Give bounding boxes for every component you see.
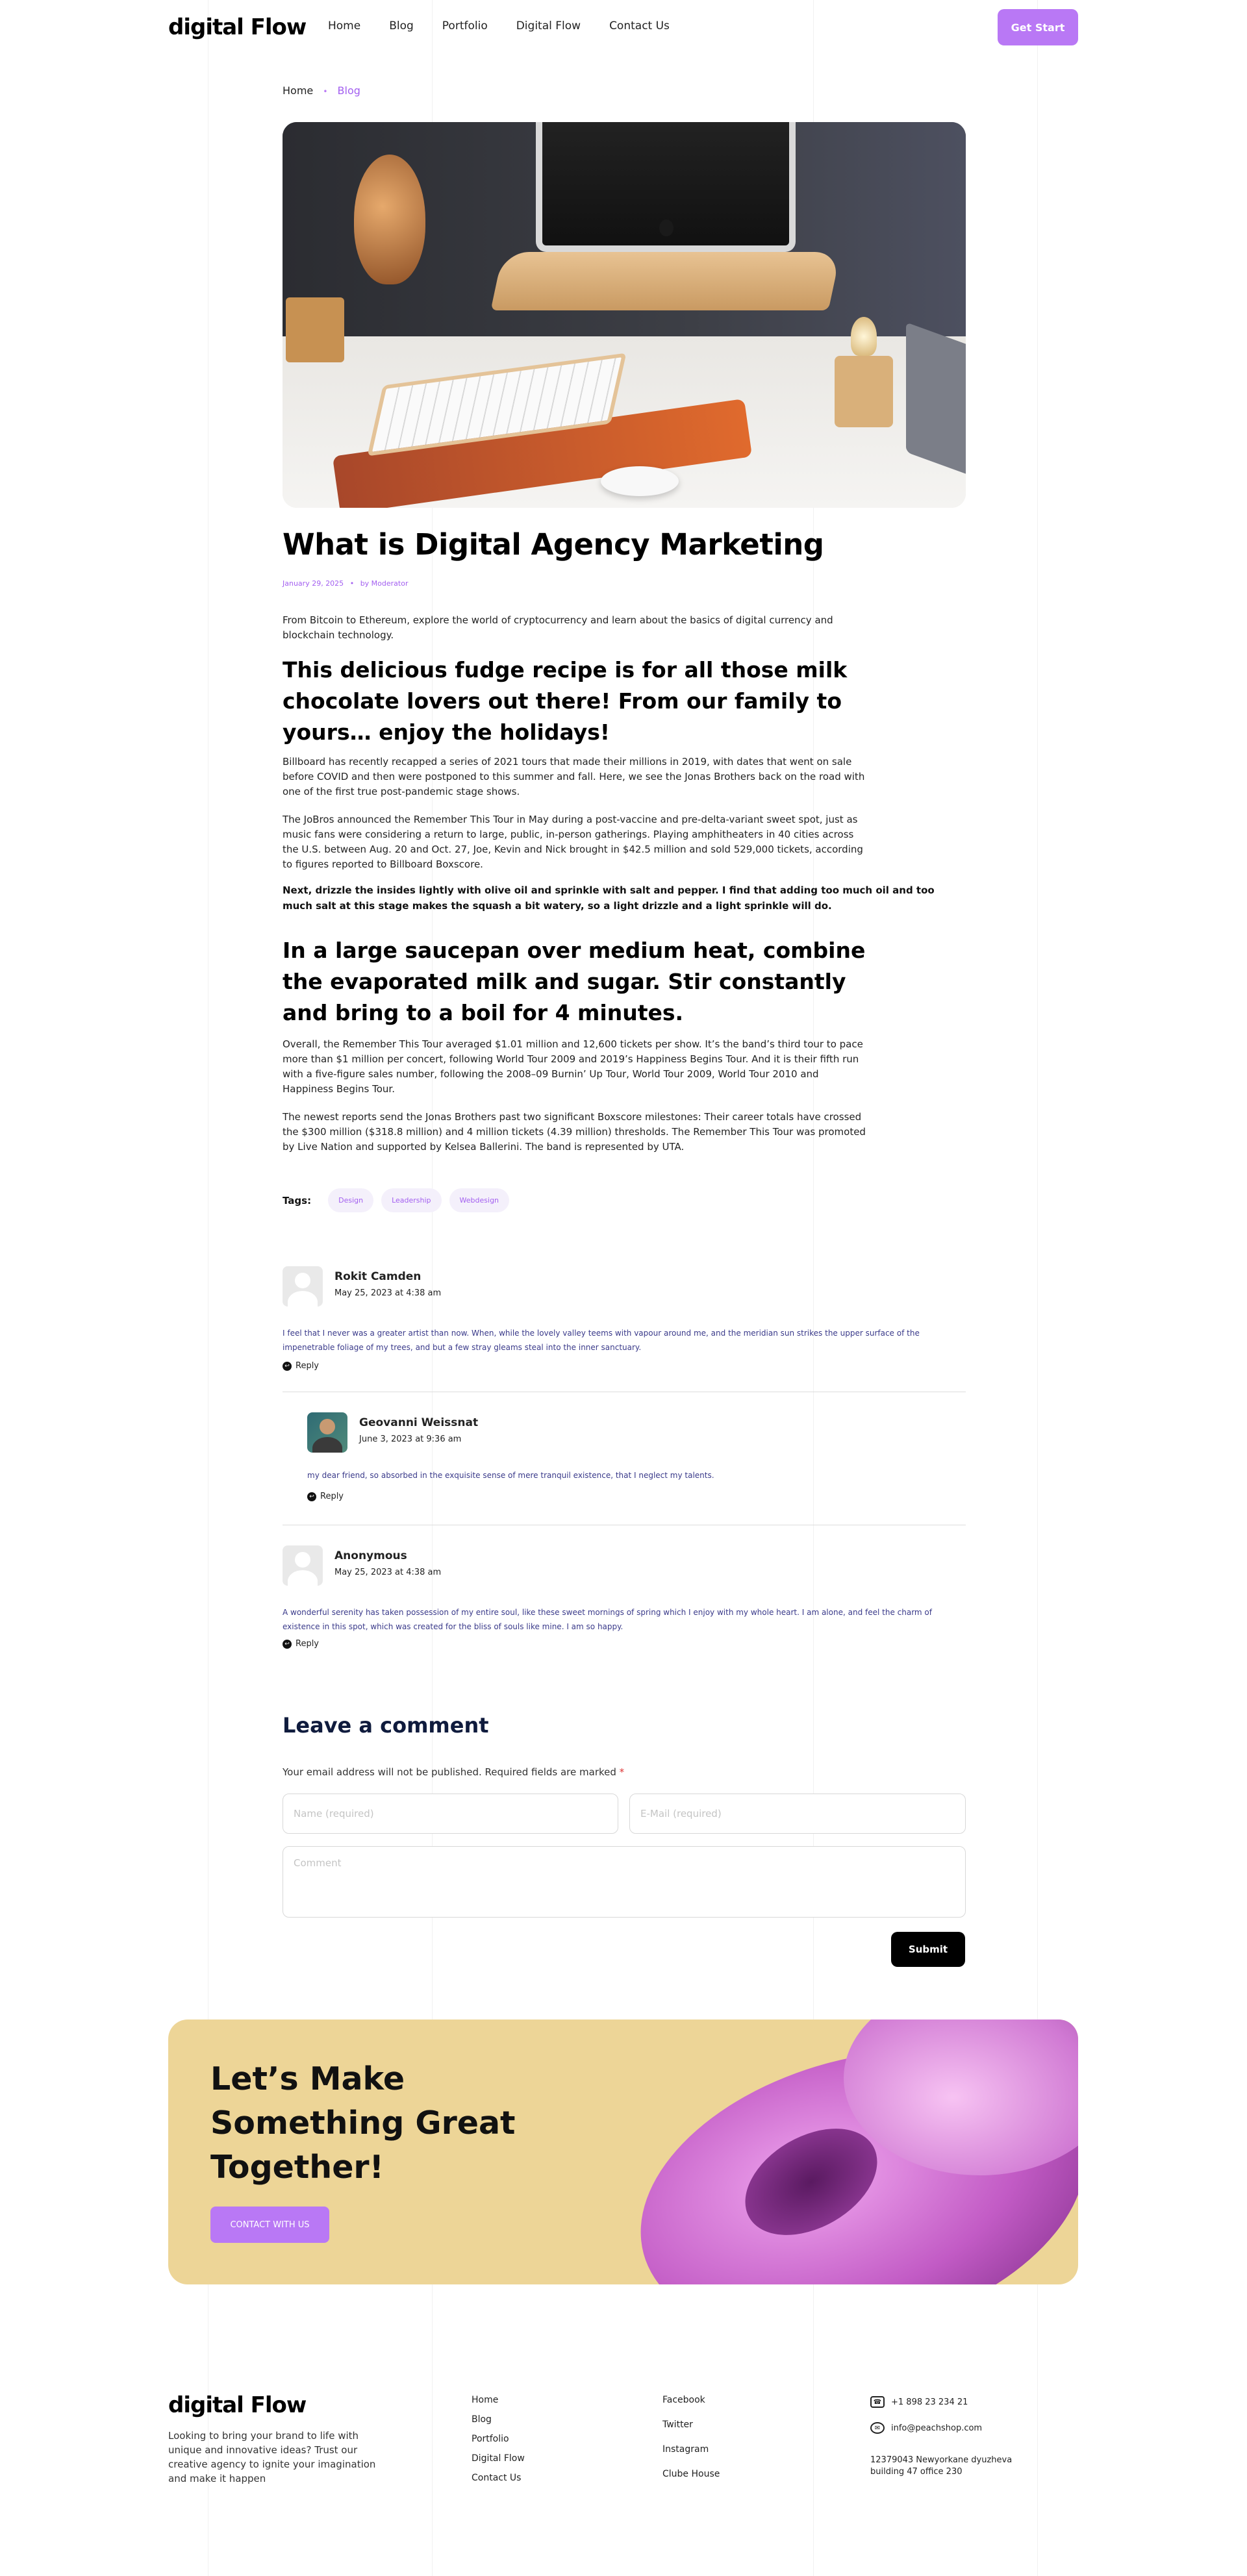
address-text: 12379043 Newyorkane dyuzheva building 47 office 230: [870, 2455, 1013, 2477]
main-nav: [328, 19, 698, 32]
post-paragraph-4: The newest reports send the Jonas Brothers past two significant Boxscore milestones: Their career totals have crossed the $300 million ($318.8 million) and 4 million tickets (4.39 million) thresholds. The Remember This Tour was promoted by Live Nation and supported by Kelsea Ballerini. The band is represented by UTA.: [283, 1111, 866, 1153]
footer-link-digital-flow[interactable]: Digital Flow: [472, 2453, 525, 2464]
reply-icon: ↩: [283, 1640, 292, 1649]
comment-date: June 3, 2023 at 9:36 am: [359, 1434, 462, 1444]
footer-link-home[interactable]: Home: [472, 2395, 499, 2405]
comment-date: May 25, 2023 at 4:38 am: [334, 1568, 442, 1577]
reply-label: Reply: [296, 1361, 320, 1371]
nav-digital-flow[interactable]: Digital Flow: [516, 19, 581, 32]
tag-design[interactable]: Design: [328, 1188, 373, 1212]
post-paragraph-1: Billboard has recently recapped a series of 2021 tours that made their millions in 2019, with dates that went on sale before COVID and then were postponed to this summer and fall. Here, we see the Jonas Brothers back on the road with one of the first true post-pandemic stage shows.: [283, 756, 865, 797]
tags-label: Tags:: [283, 1194, 312, 1207]
breadcrumb-home[interactable]: Home: [283, 84, 314, 97]
apple-logo-icon: [659, 219, 674, 236]
contact-with-us-button[interactable]: CONTACT WITH US: [210, 2207, 329, 2243]
hero-lamp: [835, 356, 893, 427]
leave-comment-title: Leave a comment: [283, 1713, 489, 1738]
post-paragraph-3: Overall, the Remember This Tour averaged $1.01 million and 12,600 tickets per show. It’s the band’s third tour to pace more than $1 million per concert, following World Tour 2009 and 2019’s Happiness Begins Tour. And it is their fifth run with a five-figure sales number, following the 2008–09 Burnin’ Up Tour, World Tour 2009, World Tour 2010 and Happiness Begins Tour.: [283, 1038, 863, 1095]
nav-contact-us[interactable]: Contact Us: [609, 19, 670, 32]
hero-stand: [490, 252, 840, 310]
breadcrumb: [283, 84, 360, 97]
comment-body: A wonderful serenity has taken possession of my entire soul, like these sweet mornings of spring which I enjoy with my whole heart. I am alone, and feel the charm of existence in this spot, which was created for the bliss of souls like mine. I am so happy.: [283, 1608, 932, 1631]
hero-bulb: [851, 317, 877, 356]
breadcrumb-separator: •: [323, 87, 328, 96]
tags: [283, 1188, 517, 1212]
comment-author: Rokit Camden: [334, 1270, 422, 1283]
avatar: [283, 1266, 323, 1307]
footer-email[interactable]: [870, 2422, 982, 2434]
required-mark: *: [619, 1766, 625, 1778]
footer-link-contact-us[interactable]: Contact Us: [472, 2473, 522, 2483]
note-text: Your email address will not be published. Required fields are marked: [283, 1766, 616, 1778]
cta-banner: [168, 2020, 1078, 2284]
comment-textarea[interactable]: [283, 1846, 966, 1918]
phone-icon: ☎: [870, 2396, 885, 2408]
footer-description: Looking to bring your brand to life with unique and innovative ideas? Trust our creative agency to ignite your imagination and make it happen: [168, 2430, 376, 2484]
footer-link-portfolio[interactable]: Portfolio: [472, 2434, 509, 2444]
comment: [283, 1545, 966, 1656]
reply-button[interactable]: [307, 1492, 344, 1501]
footer-link-blog[interactable]: Blog: [472, 2414, 492, 2425]
post-paragraph-2: The JoBros announced the Remember This Tour in May during a post-vaccine and pre-delta-variant sweet spot, just as music fans were considering a return to large, public, in-person gatherings. Playing amphitheaters in 40 cities across the U.S. between Aug. 20 and Oct. 27, Joe, Kevin and Nick brought in $42.5 million and sold 529,000 tickets, according to figures reported to Billboard Boxscore.: [283, 814, 863, 870]
site-header: [0, 0, 1247, 55]
footer-logo[interactable]: digital Flow: [168, 2392, 307, 2418]
comment-body: my dear friend, so absorbed in the exquisite sense of mere tranquil existence, that I neglect my talents.: [307, 1471, 714, 1480]
post-author[interactable]: by Moderator: [360, 579, 409, 588]
leave-comment-note: [283, 1766, 624, 1778]
footer-phone[interactable]: [870, 2396, 968, 2408]
reply-icon: ↩: [307, 1492, 316, 1501]
cta-title: Let’s Make Something Great Together!: [210, 2060, 516, 2186]
nav-blog[interactable]: Blog: [389, 19, 414, 32]
reply-button[interactable]: [283, 1361, 319, 1371]
reply-label: Reply: [296, 1639, 320, 1649]
hero-image: [283, 122, 966, 508]
post-intro: From Bitcoin to Ethereum, explore the world of cryptocurrency and learn about the basics of digital currency and blockchain technology.: [283, 614, 833, 641]
footer-address: [870, 2455, 1013, 2478]
post-bold-paragraph: Next, drizzle the insides lightly with olive oil and sprinkle with salt and pepper. I find that adding too much oil and too much salt at this stage makes the squash a bit watery, so a light drizzle and a light sprinkle will do.: [283, 884, 935, 912]
post-date: January 29, 2025: [283, 579, 344, 588]
comment: [283, 1266, 966, 1377]
post-meta: [283, 579, 408, 588]
footer-links: [472, 2395, 525, 2483]
comment-body: I feel that I never was a greater artist than now. When, while the lovely valley teems with vapour around me, and the meridian sun strikes the upper surface of the impenetrable foliage of my trees, and but a few stray gleams steal into the inner sanctuary.: [283, 1329, 920, 1352]
social-clubhouse[interactable]: Clube House: [662, 2469, 720, 2479]
email-input[interactable]: [629, 1794, 966, 1834]
avatar: [307, 1412, 347, 1453]
email-icon: ✉: [870, 2422, 885, 2434]
comment-date: May 25, 2023 at 4:38 am: [334, 1288, 442, 1298]
social-twitter[interactable]: Twitter: [662, 2420, 693, 2430]
hero-pencup: [286, 297, 344, 362]
avatar: [283, 1545, 323, 1586]
reply-icon: ↩: [283, 1362, 292, 1371]
post-heading-2: In a large saucepan over medium heat, combine the evaporated milk and sugar. Stir constantly and bring to a boil for 4 minutes.: [283, 938, 866, 1025]
logo[interactable]: digital Flow: [168, 14, 307, 40]
post-title: What is Digital Agency Marketing: [283, 527, 824, 562]
meta-separator: •: [349, 579, 355, 588]
post-heading-1: This delicious fudge recipe is for all those milk chocolate lovers out there! From our family to yours… enjoy the holidays!: [283, 657, 848, 745]
phone-text: +1 898 23 234 21: [891, 2397, 968, 2407]
footer-social: [662, 2395, 720, 2479]
social-instagram[interactable]: Instagram: [662, 2444, 709, 2455]
submit-button[interactable]: Submit: [891, 1932, 965, 1967]
hero-speaker: [354, 155, 425, 284]
tag-leadership[interactable]: Leadership: [381, 1188, 441, 1212]
comment-author: Geovanni Weissnat: [359, 1416, 479, 1429]
nav-portfolio[interactable]: Portfolio: [442, 19, 488, 32]
reply-label: Reply: [320, 1492, 344, 1501]
reply-button[interactable]: [283, 1639, 319, 1649]
social-facebook[interactable]: Facebook: [662, 2395, 705, 2405]
comment-author: Anonymous: [334, 1549, 407, 1562]
hero-mouse: [601, 466, 679, 496]
tag-webdesign[interactable]: Webdesign: [449, 1188, 509, 1212]
get-start-button[interactable]: Get Start: [998, 9, 1078, 45]
nav-home[interactable]: Home: [328, 19, 361, 32]
breadcrumb-current: Blog: [337, 84, 360, 97]
email-text: info@peachshop.com: [891, 2423, 983, 2433]
comment-reply: [307, 1412, 966, 1510]
name-input[interactable]: [283, 1794, 618, 1834]
